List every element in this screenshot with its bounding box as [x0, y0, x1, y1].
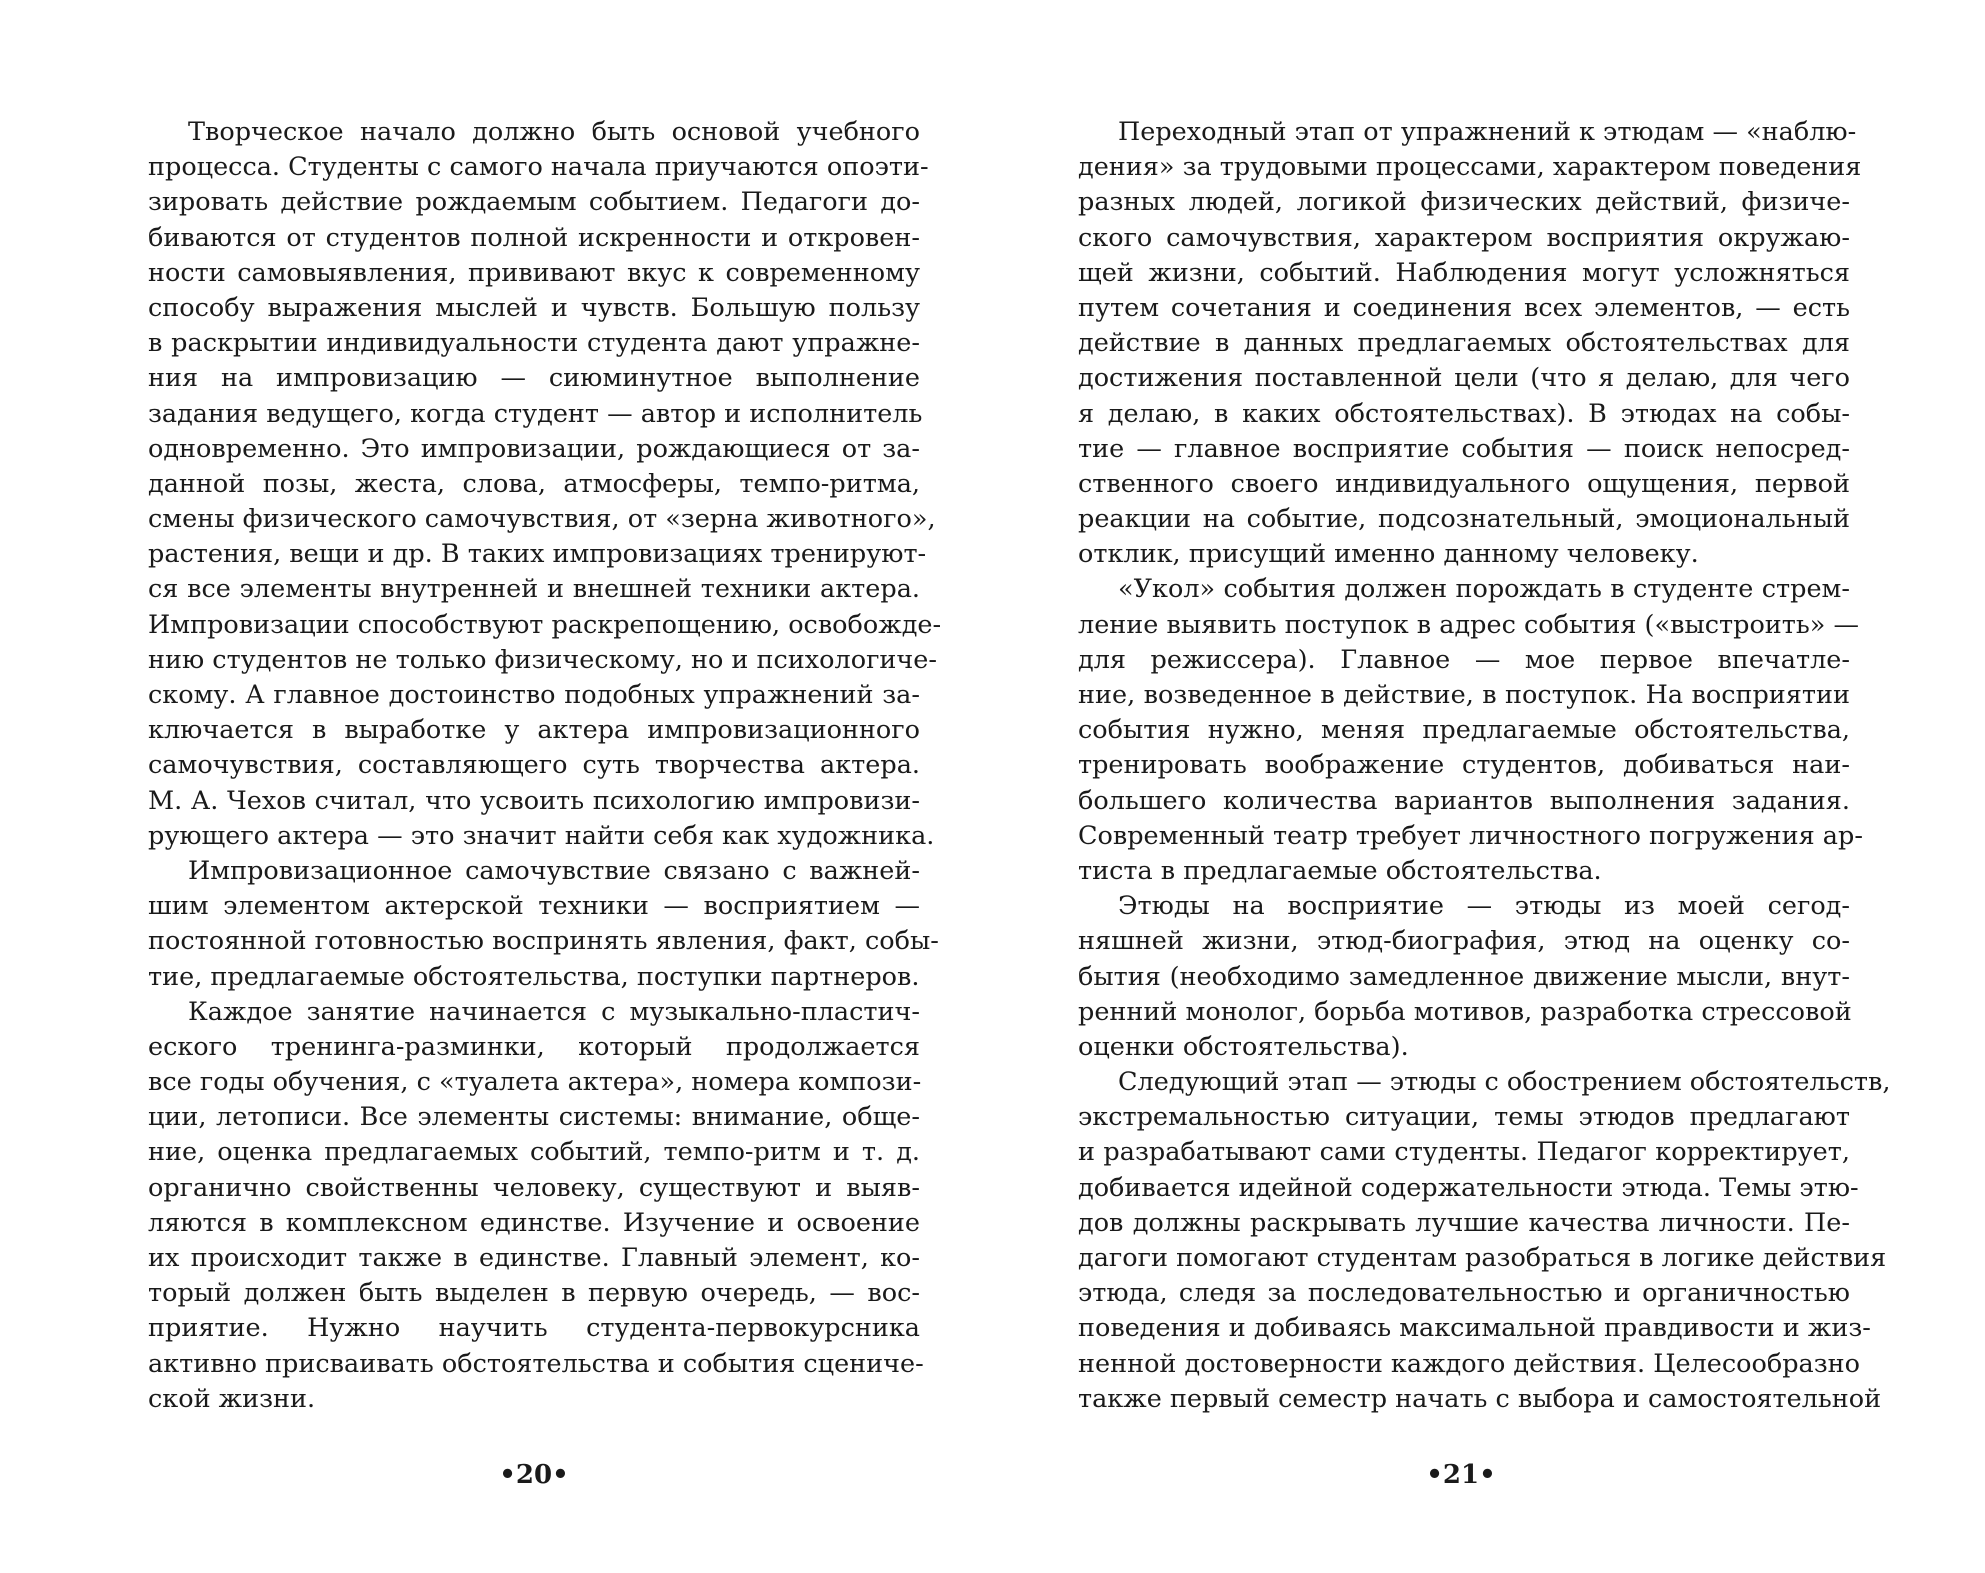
text-line: няшней жизни, этюд-биография, этюд на оценку со- [1078, 926, 1850, 957]
text-line: достижения поставленной цели (что я делаю, для чего [1078, 363, 1850, 394]
text-line: ности самовыявления, прививают вкус к современному [148, 257, 920, 288]
text-line: рующего актера — это значит найти себя как художника. [148, 820, 935, 851]
text-line: Современный театр требует личностного погружения ар- [1078, 820, 1863, 851]
text-line: и разрабатывают сами студенты. Педагог корректирует, [1078, 1137, 1850, 1168]
text-line: Импровизации способствуют раскрепощению, освобожде- [148, 609, 942, 640]
text-line: еского тренинга-разминки, который продолжается [148, 1031, 920, 1062]
text-line: в раскрытии индивидуальности студента дают упражне- [148, 328, 920, 359]
text-line: Импровизационное самочувствие связано с важней- [188, 855, 920, 886]
text-line: тие — главное восприятие события — поиск непосред- [1078, 433, 1850, 464]
text-line: зировать действие рождаемым событием. Педагоги до- [148, 187, 920, 218]
text-line: экстремальностью ситуации, темы этюдов предлагают [1078, 1102, 1850, 1133]
text-line: дов должны раскрывать лучшие качества личности. Пе- [1078, 1207, 1850, 1238]
text-line: для режиссера). Главное — мое первое впечатле- [1078, 644, 1850, 675]
text-line: одновременно. Это импровизации, рождающиеся от за- [148, 433, 920, 464]
text-line: биваются от студентов полной искренности и откровен- [148, 222, 920, 253]
text-line: нию студентов не только физическому, но и психологиче- [148, 644, 937, 675]
text-line: Следующий этап — этюды с обострением обстоятельств, [1118, 1067, 1891, 1098]
text-line: торый должен быть выделен в первую очередь, — вос- [148, 1278, 920, 1309]
text-line: реакции на событие, подсознательный, эмоциональный [1078, 504, 1850, 535]
text-line: путем сочетания и соединения всех элементов, — есть [1078, 292, 1850, 323]
text-line: органично свойственны человеку, существуют и выяв- [148, 1172, 920, 1203]
text-line: отклик, присущий именно данному человеку. [1078, 539, 1699, 570]
text-line: дагоги помогают студентам разобраться в логике действия [1078, 1243, 1887, 1273]
text-line: активно присваивать обстоятельства и события сцениче- [148, 1348, 924, 1379]
text-line: Каждое занятие начинается с музыкально-пластич- [188, 996, 920, 1027]
text-line: тие, предлагаемые обстоятельства, поступки партнеров. [148, 961, 920, 992]
text-line: ненной достоверности каждого действия. Целесообразно [1078, 1348, 1860, 1379]
text-line: ляются в комплексном единстве. Изучение и освоение [148, 1207, 920, 1238]
text-line: ственного своего индивидуального ощущения, первой [1078, 468, 1850, 499]
text-line: этюда, следя за последовательностью и органичностью [1078, 1278, 1850, 1309]
text-line: их происходит также в единстве. Главный элемент, ко- [148, 1243, 920, 1273]
text-line: Творческое начало должно быть основой учебного [188, 117, 920, 147]
text-line: большего количества вариантов выполнения задания. [1078, 785, 1850, 816]
text-line: Этюды на восприятие — этюды из моей сегод- [1118, 891, 1850, 922]
text-line: ния на импровизацию — сиюминутное выполнение [148, 363, 920, 394]
text-line: шим элементом актерской техники — восприятием — [148, 891, 920, 922]
text-line: разных людей, логикой физических действий, физиче- [1078, 187, 1850, 218]
text-line: «Укол» события должен порождать в студенте стрем- [1118, 574, 1850, 605]
text-line: поведения и добиваясь максимальной правдивости и жиз- [1078, 1313, 1871, 1344]
text-line: смены физического самочувствия, от «зерна животного», [148, 504, 936, 535]
text-line: постоянной готовностью воспринять явления, факт, собы- [148, 926, 939, 957]
text-line: растения, вещи и др. В таких импровизациях тренируют- [148, 539, 927, 570]
text-line: процесса. Студенты с самого начала приучаются опоэти- [148, 152, 929, 183]
text-line: приятие. Нужно научить студента-первокурсника [148, 1313, 920, 1344]
text-line: Переходный этап от упражнений к этюдам — «наблю- [1118, 117, 1857, 147]
left-page-number: •20• [499, 1460, 569, 1490]
text-line: ние, оценка предлагаемых событий, темпо-ритм и т. д. [148, 1137, 920, 1168]
text-line: добивается идейной содержательности этюда. Темы этю- [1078, 1172, 1859, 1203]
text-line: самочувствия, составляющего суть творчества актера. [148, 750, 920, 781]
text-line: скому. А главное достоинство подобных упражнений за- [148, 680, 920, 710]
right-page-text [1078, 115, 1891, 1417]
text-line: способу выражения мыслей и чувств. Большую пользу [148, 292, 920, 323]
text-line: ние, возведенное в действие, в поступок. На восприятии [1078, 680, 1850, 710]
text-line: ского самочувствия, характером восприятия окружаю- [1078, 222, 1850, 253]
text-line: действие в данных предлагаемых обстоятельствах для [1078, 328, 1850, 359]
left-page-text [148, 115, 942, 1417]
text-line: ление выявить поступок в адрес события («выстроить» — [1078, 609, 1859, 640]
text-line: ключается в выработке у актера импровизационного [148, 715, 920, 746]
text-line: данной позы, жеста, слова, атмосферы, темпо-ритма, [148, 468, 920, 499]
right-page-number: •21• [1426, 1460, 1496, 1490]
text-line: М. А. Чехов считал, что усвоить психологию импровизи- [148, 785, 920, 816]
text-line: дения» за трудовыми процессами, характером поведения [1078, 152, 1862, 183]
text-line: все годы обучения, с «туалета актера», номера компози- [148, 1067, 922, 1098]
text-line: тренировать воображение студентов, добиваться наи- [1078, 750, 1850, 781]
text-line: ской жизни. [148, 1383, 316, 1414]
text-line: задания ведущего, когда студент — автор и исполнитель [148, 398, 923, 429]
text-line: оценки обстоятельства). [1078, 1031, 1409, 1062]
text-line: я делаю, в каких обстоятельствах). В этюдах на собы- [1078, 398, 1850, 429]
text-line: ренний монолог, борьба мотивов, разработка стрессовой [1078, 996, 1852, 1027]
text-line: тиста в предлагаемые обстоятельства. [1078, 855, 1602, 886]
text-line: также первый семестр начать с выбора и самостоятельной [1078, 1383, 1882, 1414]
text-line: бытия (необходимо замедленное движение мысли, внут- [1078, 961, 1850, 992]
text-line: события нужно, меняя предлагаемые обстоятельства, [1078, 715, 1850, 746]
text-line: ся все элементы внутренней и внешней техники актера. [148, 574, 920, 605]
text-line: ции, летописи. Все элементы системы: внимание, обще- [148, 1102, 920, 1133]
text-line: щей жизни, событий. Наблюдения могут усложняться [1078, 257, 1850, 288]
